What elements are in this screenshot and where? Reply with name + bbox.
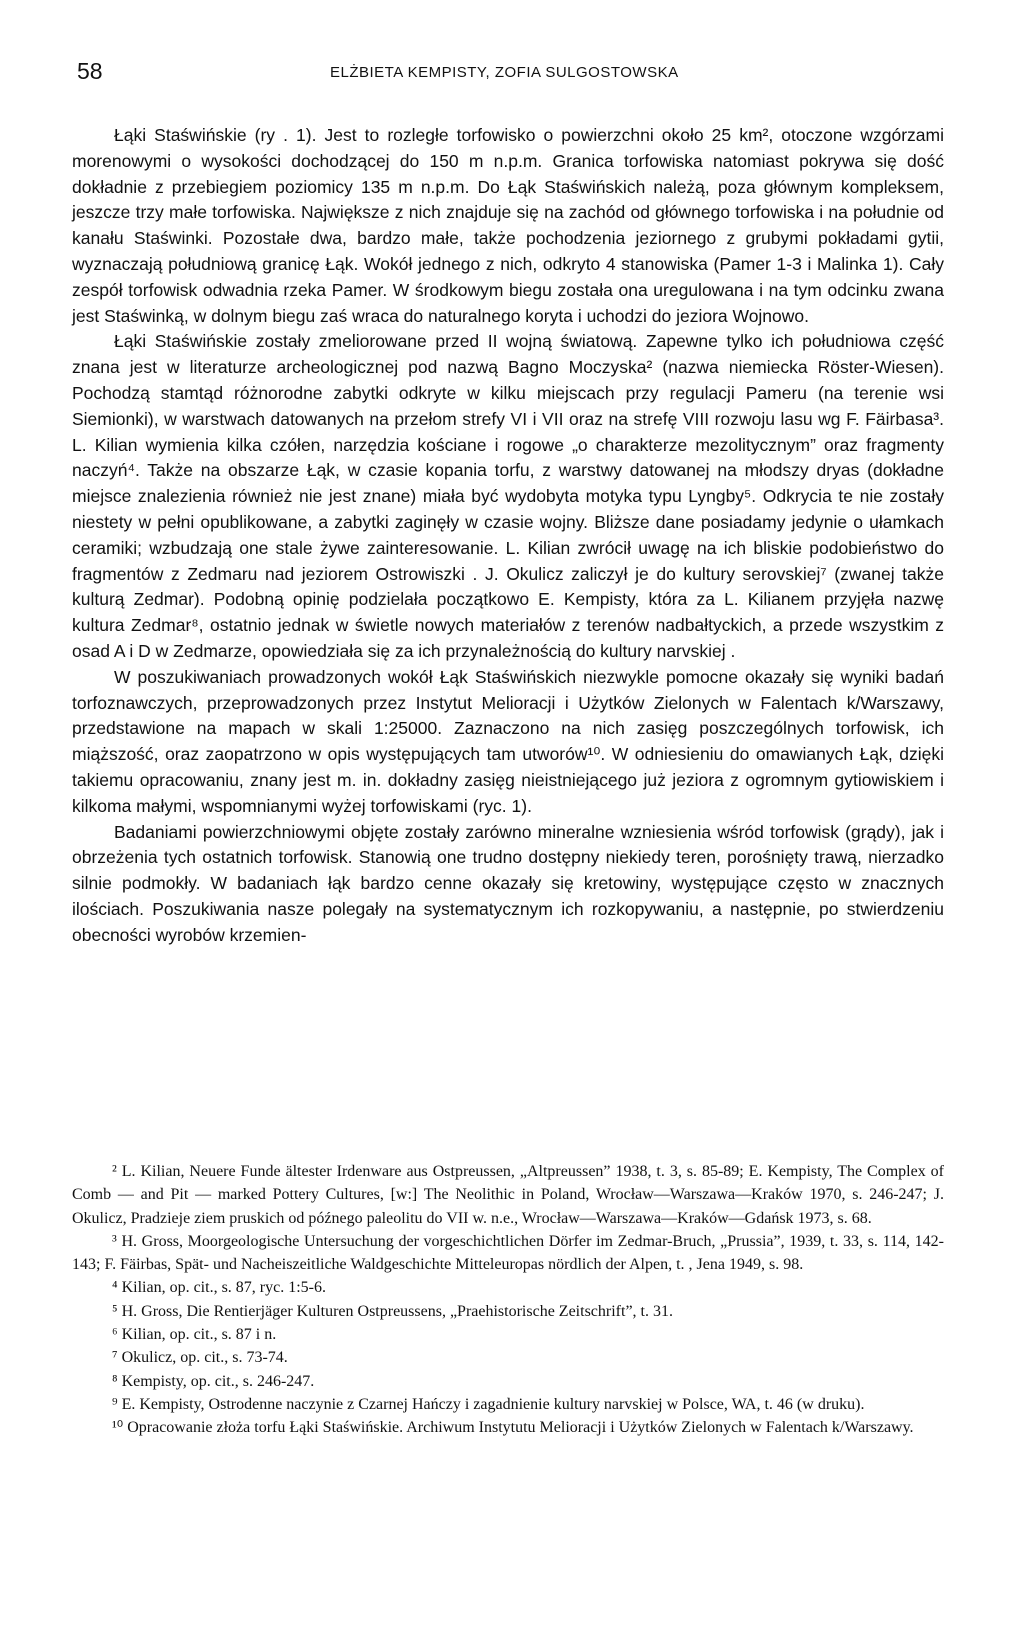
body-text (72, 123, 944, 949)
footnote-4: ⁴ Kilian, op. cit., s. 87, ryc. 1:5-6. (112, 1279, 326, 1297)
footnote-7: ⁷ Okulicz, op. cit., s. 73-74. (112, 1349, 288, 1367)
footnote-3: ³ H. Gross, Moorgeologische Untersuchung der vorgeschichtlichen Dörfer im Zedmar-Bruch, „Prussia”, 1939, t. 33, s. 114, 142-143; F. Fäirbas, Spät- und Nacheiszeitliche Waldgeschichte Mitteleuropas nördlich der Alpen, t. , Jena 1949, s. 98. (72, 1232, 944, 1274)
running-head: ELŻBIETA KEMPISTY, ZOFIA SULGOSTOWSKA (330, 64, 679, 81)
paragraph-3: W poszukiwaniach prowadzonych wokół Łąk Staświńskich niezwykle pomocne okazały się wyniki badań torfoznawczych, przeprowadzonych przez Instytut Melioracji i Użytków Zielonych w Falentach k/Warszawy, przedstawione na mapach w skali 1:25000. Zaznaczono na nich zasięg poszczególnych torfowisk, ich miąższość, oraz zaopatrzono w opis występujących tam utworów¹⁰. W odniesieniu do omawianych Łąk, dzięki takiemu opracowaniu, znany jest m. in. dokładny zasięg nieistniejącego już jeziora z ogromnym gytiowiskiem i kilkoma małymi, wspomnianymi wyżej torfowiskami (ryc. 1). (72, 666, 944, 816)
footnote-2: ² L. Kilian, Neuere Funde ältester Irdenware aus Ostpreussen, „Altpreussen” 1938, t. 3, s. 85-89; E. Kempisty, The Complex of Comb — and Pit — marked Pottery Cultures, [w:] The Neolithic in Poland, Wrocław—Warszawa—Kraków 1970, s. 246-247; J. Okulicz, Pradzieje ziem pruskich od późnego paleolitu do VII w. n.e., Wrocław—Warszawa—Kraków—Gdańsk 1973, s. 68. (72, 1163, 944, 1227)
paragraph-2: Łąki Staświńskie zostały zmeliorowane przed II wojną światową. Zapewne tylko ich południowa część znana jest w literaturze archeologicznej pod nazwą Bagno Moczyska² (nazwa niemiecka Röster-Wiesen). Pochodzą stamtąd różnorodne zabytki odkryte w kilku miejscach przy regulacji Pameru (na terenie wsi Siemionki), w warstwach datowanych na przełom strefy VI i VII oraz na strefę VIII rozwoju lasu wg F. Fäirbasa³. L. Kilian wymienia kilka czółen, narzędzia kościane i rogowe „o charakterze mezolitycznym” oraz fragmenty naczyń⁴. Także na obszarze Łąk, w czasie kopania torfu, z warstwy datowanej na młodszy dryas (dokładne miejsce znalezienia również nie jest znane) miała być wydobyta motyka typu Lyngby⁵. Odkrycia te nie zostały niestety w pełni opublikowane, a zabytki zaginęły w czasie wojny. Bliższe dane posiadamy jedynie o ułamkach ceramiki; wzbudzają one stale żywe zainteresowanie. L. Kilian zwrócił uwagę na ich bliskie podobieństwo do fragmentów z Zedmaru nad jeziorem Ostrowiszki . J. Okulicz zaliczył je do kultury serovskiej⁷ (zwanej także kulturą Zedmar). Podobną opinię podzielała początkowo E. Kempisty, która za L. Kilianem przyjęła nazwę kultura Zedmar⁸, ostatnio jednak w świetle nowych materiałów z terenów nadbałtyckich, a przede wszystkim z osad A i D w Zedmarze, opowiedziała się za ich przynależnością do kultury narvskiej . (72, 331, 944, 661)
footnote-10: ¹⁰ Opracowanie złoża torfu Łąki Staświńskie. Archiwum Instytutu Melioracji i Użytków Zielonych w Falentach k/Warszawy. (112, 1419, 914, 1437)
footnote-8: ⁸ Kempisty, op. cit., s. 246-247. (112, 1372, 315, 1390)
footnotes (72, 1160, 944, 1440)
paragraph-4: Badaniami powierzchniowymi objęte zostały zarówno mineralne wzniesienia wśród torfowisk (grądy), jak i obrzeżenia tych ostatnich torfowisk. Stanowią one trudno dostępny niekiedy teren, porośnięty trawą, nierzadko silnie podmokły. W badaniach łąk bardzo cenne okazały się kretowiny, występujące często w znacznych ilościach. Poszukiwania nasze polegały na systematycznym ich rozkopywaniu, a następnie, po stwierdzeniu obecności wyrobów krzemien- (72, 821, 944, 945)
footnote-5: ⁵ H. Gross, Die Rentierjäger Kulturen Ostpreussens, „Praehistorische Zeitschrift”, t. 31. (112, 1302, 673, 1320)
page-number: 58 (77, 58, 103, 84)
footnote-9: ⁹ E. Kempisty, Ostrodenne naczynie z Czarnej Hańczy i zagadnienie kultury narvskiej w Polsce, WA, t. 46 (w druku). (112, 1395, 865, 1413)
footnote-6: ⁶ Kilian, op. cit., s. 87 i n. (112, 1326, 277, 1344)
paragraph-1: Łąki Staświńskie (ry . 1). Jest to rozległe torfowisko o powierzchni około 25 km², otoczone wzgórzami morenowymi o wysokości dochodzącej do 150 m n.p.m. Granica torfowiska natomiast pokrywa się dość dokładnie z przebiegiem poziomicy 135 m n.p.m. Do Łąk Staświńskich należą, poza głównym kompleksem, jeszcze trzy małe torfowiska. Największe z nich znajduje się na zachód od głównego torfowiska i na południe od kanału Staświnki. Pozostałe dwa, bardzo małe, także pochodzenia jeziornego z grubymi pokładami gytii, wyznaczają południową granicę Łąk. Wokół jednego z nich, odkryto 4 stanowiska (Pamer 1-3 i Malinka 1). Cały zespół torfowisk odwadnia rzeka Pamer. W środkowym biegu została ona uregulowana i na tym odcinku zwana jest Staświnką, w dolnym biegu zaś wraca do naturalnego koryta i uchodzi do jeziora Wojnowo. (72, 125, 944, 326)
